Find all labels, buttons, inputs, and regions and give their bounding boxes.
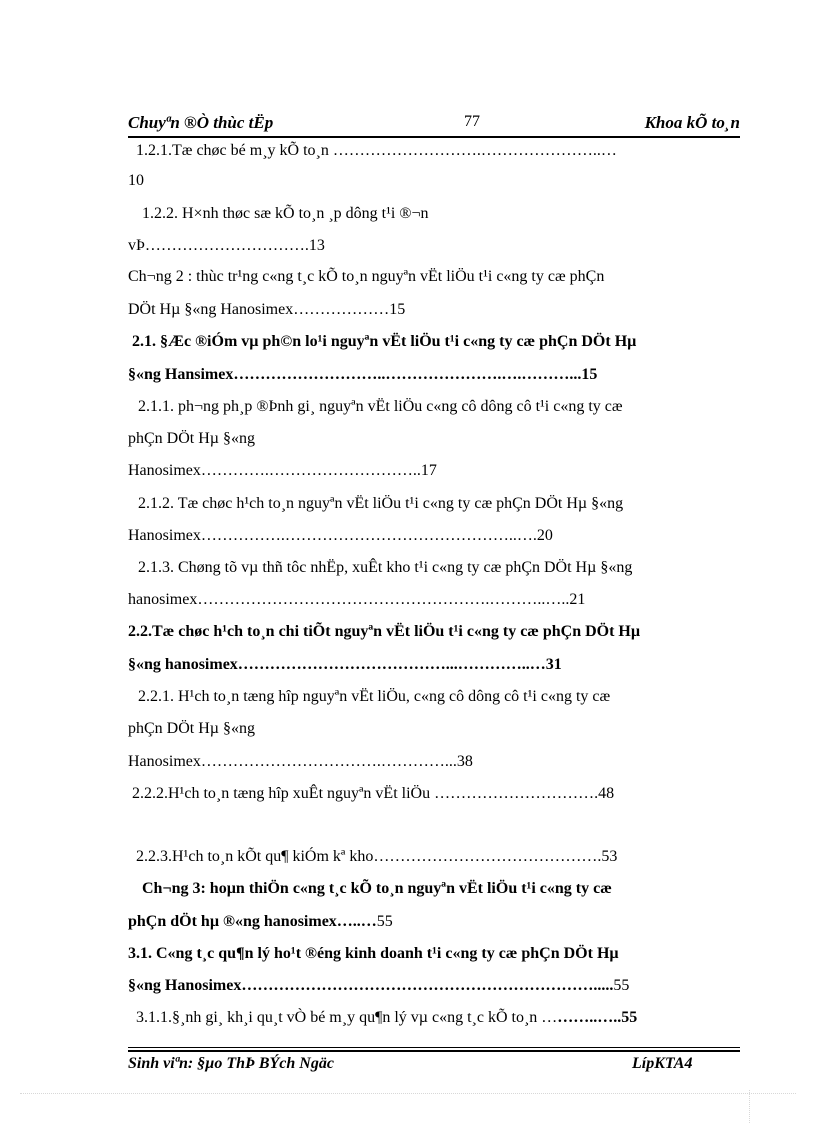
toc-entry: hanosimex……………………………………………….………..…..21 [128, 591, 586, 608]
footer-rule-thick [128, 1050, 740, 1052]
toc-entry: 2.1. §Æc ®iÓm vµ ph©n lo¹i nguyªn vËt liÖu t¹i c«ng ty cæ phÇn DÖt Hµ [132, 333, 637, 350]
header-rule [128, 136, 740, 138]
toc-entry: 2.1.2. Tæ chøc h¹ch to¸n nguyªn vËt liÖu t¹i c«ng ty cæ phÇn DÖt Hµ §«ng [138, 495, 624, 512]
toc-entry-page: ……..…..55 [557, 1009, 638, 1026]
toc-entry: 2.1.1. ph¬ng ph¸p ®Þnh gi¸ nguyªn vËt liÖu c«ng cô dông cô t¹i c«ng ty cæ [138, 398, 623, 415]
footer-class: LípKTA4 [632, 1055, 693, 1072]
toc-entry: Hanosimex………….………………………..17 [128, 462, 437, 479]
toc-entry: vÞ………………………….13 [128, 237, 325, 254]
toc-entry [128, 975, 629, 997]
toc-entry: Hanosimex…………….……………………………………..….20 [128, 527, 553, 544]
toc-entry-page: 55 [613, 977, 630, 994]
header-faculty: Khoa kÕ to¸n [644, 113, 740, 132]
toc-entry [136, 1007, 637, 1029]
footer-rule-thin [128, 1047, 740, 1048]
toc-entry: 1.2.1.Tæ chøc bé m¸y kÕ to¸n ……………………….…………………..… [136, 142, 617, 159]
page-boundary-horizontal [20, 1093, 796, 1094]
page-boundary-vertical [749, 1090, 750, 1123]
toc-entry: 2.2.3.H¹ch to¸n kÕt qu¶ kiÓm kª kho…………………………………….53 [136, 848, 618, 865]
toc-entry: 2.2.1. H¹ch to¸n tæng hîp nguyªn vËt liÖu, c«ng cô dông cô t¹i c«ng ty cæ [138, 688, 611, 705]
toc-entry: Hanosimex…………………………….…………...38 [128, 753, 473, 770]
toc-entry: 10 [128, 172, 144, 189]
toc-entry: 1.2.2. H×nh thøc sæ kÕ to¸n ¸p dông t¹i ®¬n [142, 205, 429, 222]
toc-entry: Ch¬ng 3: hoµn thiÖn c«ng t¸c kÕ to¸n nguyªn vËt liÖu t¹i c«ng ty cæ [142, 880, 612, 897]
toc-entry: §«ng Hansimex………………………..………………….….………...15 [128, 366, 598, 383]
toc-entry-text: §«ng Hanosimex…………………………………………………………..... [128, 977, 614, 994]
page-number: 77 [464, 113, 480, 130]
toc-entry: 2.2.2.H¹ch to¸n tæng hîp xuÊt nguyªn vËt liÖu ………………………….48 [132, 785, 615, 802]
page-footer [128, 1055, 740, 1077]
toc-entry: DÖt Hµ §«ng Hanosimex………………15 [128, 301, 406, 318]
toc-entry: Ch¬ng 2 : thùc tr¹ng c«ng t¸c kÕ to¸n nguyªn vËt liÖu t¹i c«ng ty cæ phÇn [128, 268, 605, 285]
toc-entry-text: 3.1.1.§¸nh gi¸ kh¸i qu¸t vÒ bé m¸y qu¶n lý vµ c«ng t¸c kÕ to¸n … [136, 1009, 558, 1026]
toc-entry-text: phÇn dÖt hµ ®«ng hanosimex…..… [128, 913, 377, 930]
toc-entry [128, 911, 393, 933]
toc-entry: phÇn DÖt Hµ §«ng [128, 720, 255, 737]
footer-student-name: Sinh viªn: §µo ThÞ BÝch Ngäc [128, 1055, 334, 1072]
toc-entry: §«ng hanosimex…………………………………...…………..…31 [128, 656, 562, 673]
toc-entry: 2.2.Tæ chøc h¹ch to¸n chi tiÕt nguyªn vËt liÖu t¹i c«ng ty cæ phÇn DÖt Hµ [128, 623, 641, 640]
toc-entry: phÇn DÖt Hµ §«ng [128, 430, 255, 447]
header-chapter-title: Chuyªn ®Ò thùc tËp [128, 113, 274, 132]
toc-entry: 3.1. C«ng t¸c qu¶n lý ho¹t ®éng kinh doanh t¹i c«ng ty cæ phÇn DÖt Hµ [128, 945, 619, 962]
page-header [128, 113, 740, 135]
toc-entry-page: 55 [376, 913, 393, 930]
toc-entry: 2.1.3. Chøng tõ vµ thñ tôc nhËp, xuÊt kho t¹i c«ng ty cæ phÇn DÖt Hµ §«ng [138, 559, 633, 576]
